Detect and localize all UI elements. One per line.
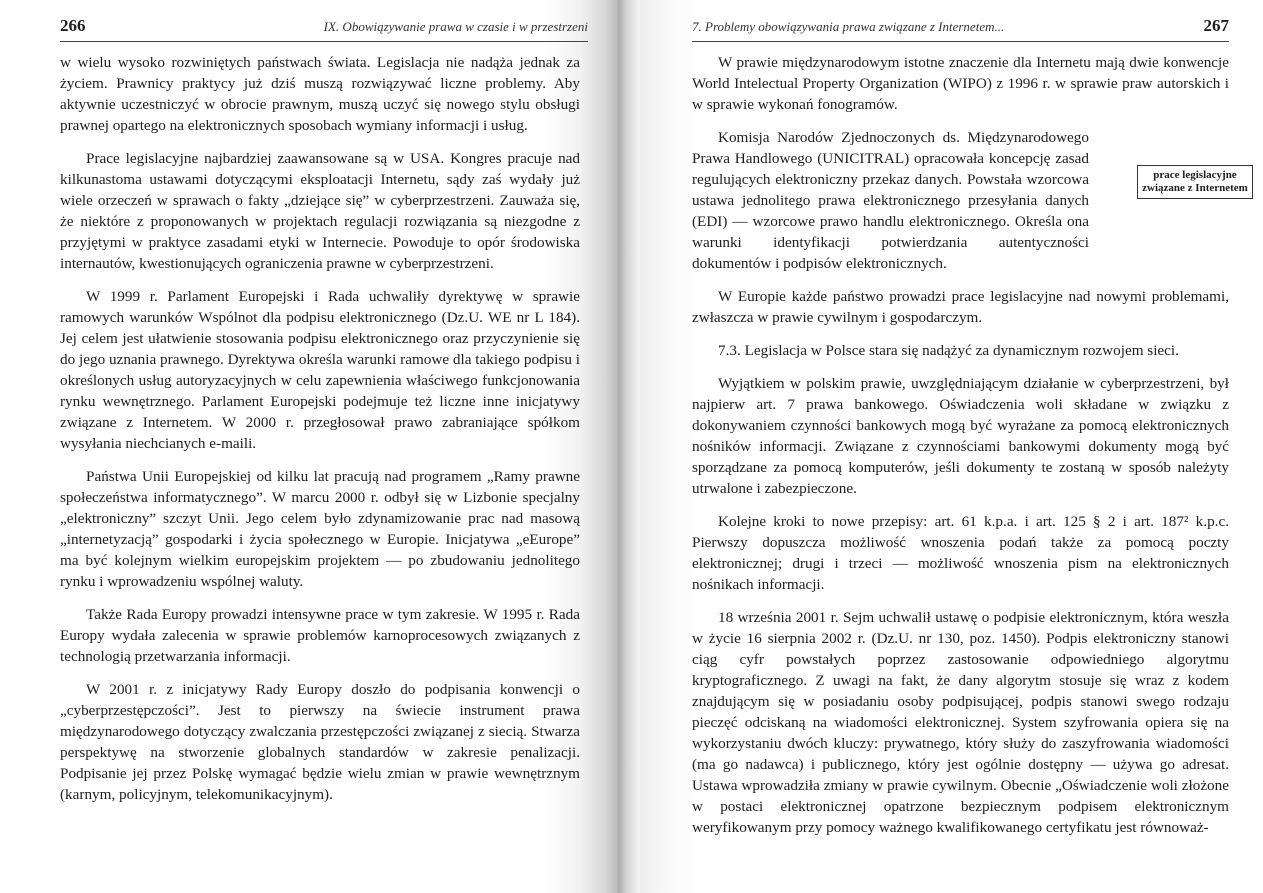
paragraph: W prawie międzynarodowym istotne znaczenie dla Internetu mają dwie konwencje World Intelectual Property Organization (WIPO) z 1996 r. w sprawie praw autorskich i w sprawie wykonań fonogramów.	[692, 54, 1229, 113]
paragraph: Kolejne kroki to nowe przepisy: art. 61 k.p.a. i art. 125 § 2 i art. 187² k.p.c. Pierwszy dopuszcza możliwość wnoszenia podań także za pomocą poczty elektronicznej; drugi i trzeci — możliwość wnoszenia pism na elektronicznych nośnikach informacji.	[692, 513, 1229, 593]
paragraph: w wielu wysoko rozwiniętych państwach świata. Legislacja nie nadąża jednak za życiem. Prawnicy praktycy już dziś muszą rozwiązywać liczne problemy. Aby aktywnie uczestniczyć w obrocie prawnym, muszą uczyć się nowego stylu obsługi prawnej opartego na elektronicznych sposobach wymiany informacji i usług.	[60, 54, 580, 134]
paragraph: Prace legislacyjne najbardziej zaawansowane są w USA. Kongres pracuje nad kilkunastoma ustawami dotyczącymi eksploatacji Internetu, sądy zaś wydały już wiele orzeczeń w sprawach o fakty „dziejące się” w cyberprzestrzeni. Zauważa się, że niektóre z proponowanych w projektach regulacji rozwiązania są niezgodne z przyjętymi w praktyce zasadami etyki w Internecie. Powoduje to opór środowiska internautów, kwestionujących ograniczenia prawne w cyberprzestrzeni.	[60, 150, 580, 272]
page-number: 266	[60, 16, 86, 35]
paragraph: Wyjątkiem w polskim prawie, uwzględniającym działanie w cyberprzestrzeni, był najpierw art. 7 prawa bankowego. Oświadczenia woli składane w związku z dokonywaniem czynności bankowych mogą być wyrażane za pomocą elektronicznych nośników informacji. Związane z czynnościami bankowymi dokumenty mogą być sporządzane za pomocą komputerów, jeśli dokumenty te zostaną w sposób należyty utrwalone i zabezpieczone.	[692, 375, 1229, 497]
running-head: IX. Obowiązywanie prawa w czasie i w przestrzeni	[323, 19, 588, 34]
margin-note: prace legislacyjne związane z Internetem	[1137, 165, 1253, 199]
running-head: 7. Problemy obowiązywania prawa związane z Internetem...	[692, 19, 1005, 34]
page-number: 267	[1203, 16, 1229, 35]
paragraph: Państwa Unii Europejskiej od kilku lat pracują nad programem „Ramy prawne społeczeństwa informatycznego”. W marcu 2000 r. odbył się w Lizbonie specjalny „elektroniczny” szczyt Unii. Jego celem było zdynamizowanie prac nad masową „internetyzacją” gospodarki i życia społecznego w Europie. Inicjatywa „eEurope” ma być kolejnym wielkim europejskim projektem — po zbudowaniu jednolitego rynku i wprowadzeniu wspólnej waluty.	[60, 468, 580, 590]
paragraph: Komisja Narodów Zjednoczonych ds. Międzynarodowego Prawa Handlowego (UNICITRAL) opracowała koncepcję zasad regulujących elektroniczny przekaz danych. Powstała wzorcowa ustawa jednolitego prawa elektronicznego przesyłania danych (EDI) — wzorcowe prawo handlu elektronicznego. Określa ona warunki identyfikacji potwierdzania autentyczności dokumentów i podpisów elektronicznych.	[692, 129, 1089, 272]
section-heading: 7.3. Legislacja w Polsce stara się nadążyć za dynamicznym rozwojem sieci.	[718, 342, 1179, 359]
paragraph: 18 września 2001 r. Sejm uchwalił ustawę o podpisie elektronicznym, która weszła w życie 16 sierpnia 2002 r. (Dz.U. nr 130, poz. 1450). Podpis elektroniczny stanowi ciąg cyfr powstałych poprzez zastosowanie odpowiedniego algorytmu kryptograficznego. Z uwagi na fakt, że dany algorytm stosuje się wraz z kodem znajdującym się w posiadaniu osoby podpisującej, podpis stanowi swego rodzaju pieczęć odciskaną na wiadomości elektronicznej. System szyfrowania opiera się na wykorzystaniu dwóch kluczy: prywatnego, który służy do zaszyfrowania wiadomości (ma go nadawca) i publicznego, który jest ogólnie dostępny — używa go adresat. Ustawa wprowadziła zmiany w prawie cywilnym. Obecnie „Oświadczenie woli złożone w postaci elektronicznej opatrzone bezpiecznym podpisem elektronicznym weryfikowanym przy pomocy ważnego kwalifikowanego certyfikatu jest równoważ-	[692, 609, 1229, 836]
right-page-header	[692, 16, 1229, 42]
paragraph: W 1999 r. Parlament Europejski i Rada uchwaliły dyrektywę w sprawie ramowych warunków Wspólnot dla podpisu elektronicznego (Dz.U. WE nr L 184). Jej celem jest ułatwienie stosowania podpisu elektronicznego oraz przyczynienie się do jego uznania prawnego. Dyrektywa określa warunki ramowe dla takiego podpisu i określonych usług autoryzacyjnych w celu zapewnienia właściwego funkcjonowania rynku wewnętrznego. Parlament Europejski podejmuje też liczne inne inicjatywy związane z Internetem. W 2000 r. przegłosował prawo zabraniające spółkom wysyłania niechcianych e-maili.	[60, 288, 580, 452]
left-page	[0, 0, 618, 893]
paragraph: Także Rada Europy prowadzi intensywne prace w tym zakresie. W 1995 r. Rada Europy wydała zalecenia w sprawie problemów karnoprocesowych związanych z technologią przetwarzania informacji.	[60, 606, 580, 665]
right-page	[640, 0, 1263, 893]
paragraph: W 2001 r. z inicjatywy Rady Europy doszło do podpisania konwencji o „cyberprzestępczości”. Jest to pierwszy na świecie instrument prawa międzynarodowego dotyczący zwalczania przestępczości związanej z siecią. Stwarza perspektywę na stworzenie globalnych standardów w zakresie penalizacji. Podpisanie jej przez Polskę wymagać będzie wielu zmian w prawie wewnętrznym (karnym, policyjnym, telekomunikacyjnym).	[60, 681, 580, 803]
left-page-header	[60, 16, 588, 42]
paragraph: W Europie każde państwo prowadzi prace legislacyjne nad nowymi problemami, zwłaszcza w prawie cywilnym i gospodarczym.	[692, 288, 1229, 326]
book-gutter	[618, 0, 640, 893]
